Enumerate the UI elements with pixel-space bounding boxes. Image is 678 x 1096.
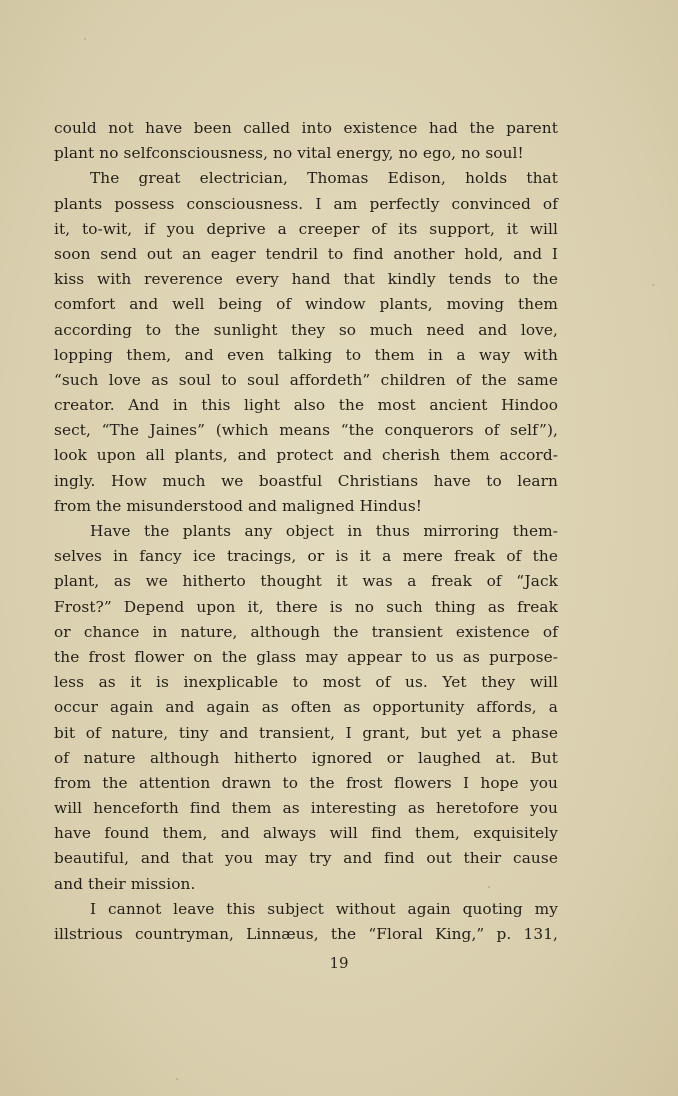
text-line: plants possess consciousness. I am perfectly convinced of	[54, 194, 558, 213]
text-line: from the misunderstood and maligned Hindus!	[54, 496, 423, 515]
page-body	[54, 116, 558, 947]
text-line: Frost?” Depend upon it, there is no such thing as freak	[54, 597, 558, 616]
text-line: Have the plants any object in thus mirroring them-	[90, 522, 558, 540]
text-line: of nature although hitherto ignored or laughed at. But	[54, 748, 558, 767]
text-line: plant, as we hitherto thought it was a freak of “Jack	[54, 572, 558, 591]
text-line: according to the sunlight they so much need and love,	[54, 320, 558, 339]
text-line: sect, “The Jaines” (which means “the conquerors of self”),	[54, 421, 558, 440]
text-line: look upon all plants, and protect and cherish them accord-	[54, 446, 558, 465]
text-line: or chance in nature, although the transient existence of	[54, 622, 558, 641]
text-line: creator. And in this light also the most ancient Hindoo	[54, 396, 558, 415]
text-line: from the attention drawn to the frost flowers I hope you	[54, 773, 558, 792]
paper-speck	[652, 284, 654, 286]
paper-speck	[84, 38, 86, 40]
text-line: “such love as soul to soul affordeth” children of the same	[54, 370, 558, 389]
text-line: the frost flower on the glass may appear to us as purpose-	[54, 647, 558, 666]
paper-speck	[176, 1078, 178, 1080]
paper-speck	[488, 886, 490, 888]
text-line: and their mission.	[54, 874, 196, 893]
text-line: selves in fancy ice tracings, or is it a mere freak of the	[54, 547, 558, 566]
text-line: comfort and well being of window plants, moving them	[54, 295, 558, 314]
text-line: have found them, and always will find them, exquisitely	[54, 824, 558, 843]
text-line: illstrious countryman, Linnæus, the “Floral King,” p. 131,	[54, 925, 558, 943]
text-line: could not have been called into existence had the parent	[54, 119, 558, 137]
text-line: The great electrician, Thomas Edison, holds that	[90, 169, 558, 188]
text-line: lopping them, and even talking to them in a way with	[54, 345, 558, 364]
text-line: occur again and again as often as opportunity affords, a	[54, 698, 558, 717]
text-line: soon send out an eager tendril to find another hold, and I	[54, 244, 558, 263]
text-line: will henceforth find them as interesting as heretofore you	[54, 799, 558, 818]
text-line: I cannot leave this subject without again quoting my	[90, 899, 558, 918]
text-line: beautiful, and that you may try and find out their cause	[54, 849, 558, 868]
text-line: it, to-wit, if you deprive a creeper of its support, it will	[54, 219, 558, 238]
text-line: kiss with reverence every hand that kindly tends to the	[54, 270, 558, 289]
text-line: ingly. How much we boastful Christians have to learn	[54, 471, 558, 490]
text-line: bit of nature, tiny and transient, I grant, but yet a phase	[54, 723, 558, 742]
text-line: less as it is inexplicable to most of us. Yet they will	[54, 673, 558, 692]
page-number: 19	[329, 954, 349, 972]
text-line: plant no selfconsciousness, no vital energy, no ego, no soul!	[54, 144, 524, 163]
